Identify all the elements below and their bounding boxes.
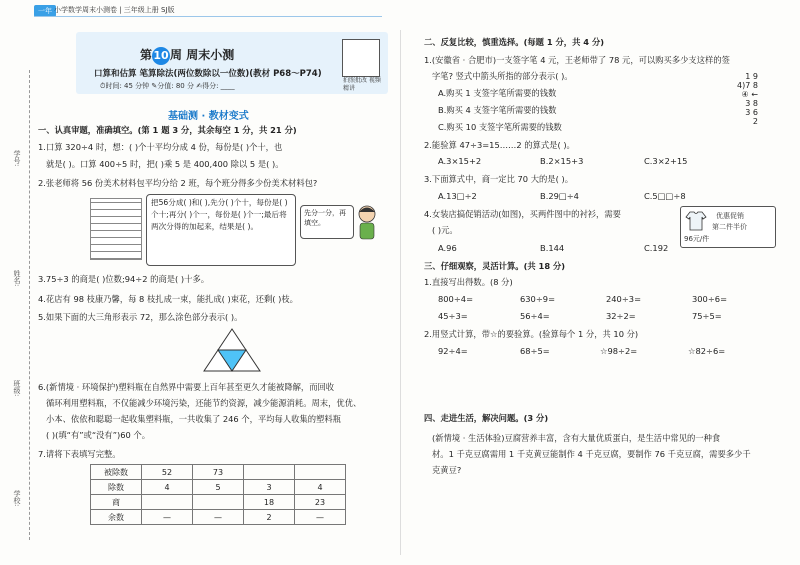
calc-32-2[interactable]: 32÷2= <box>606 311 636 321</box>
r-q1-line2: 字笔? 竖式中箭头所指的部分表示( )。 <box>432 71 573 81</box>
table-cell: 18 <box>244 495 295 510</box>
r-q1-line1: 1.(安徽省 · 合肥市)一支签字笔 4 元，王老师带了 78 元，可以购买多少支这样的签 <box>424 55 730 65</box>
promo-line2: 第二件半价 <box>712 223 747 231</box>
table-cell: 5 <box>193 480 244 495</box>
r-q4-line1: 4.女装店搞促销活动(如图)，买两件图中的衬衫，需要 <box>424 209 621 219</box>
long-division-row: 4)7 8 <box>737 81 758 90</box>
section4-title: 四、走进生活，解决问题。(3 分) <box>424 413 549 423</box>
long-division-row: 3 6 <box>745 108 758 117</box>
table-cell[interactable] <box>295 465 346 480</box>
r-q4-line2: ( )元。 <box>432 225 458 235</box>
r-q3-opt-b[interactable]: B.29□÷4 <box>540 191 579 201</box>
long-division-row: 2 <box>752 117 758 126</box>
table-cell: 4 <box>142 480 193 495</box>
s4-line2: 材。1 千克豆腐需用 1 千克黄豆能制作 4 千克豆腐，要制作 76 千克豆腐，需要多少千 <box>432 449 751 459</box>
subtitle: 口算和估算 笔算除法(两位数除以一位数)(教材 P68～P74) <box>94 69 322 79</box>
header-rule <box>34 16 382 17</box>
table-cell: 除数 <box>91 480 142 495</box>
q1-line2: 就是( )。口算 400÷5 时，把( )乘 5 是 400,400 除以 5 是( )。 <box>46 159 284 169</box>
s4-line3: 克黄豆? <box>432 465 462 475</box>
vcalc-92-4[interactable]: 92÷4= <box>438 346 468 356</box>
section1-title: 一、认真审题，准确填空。(第 1 题 3 分，其余每空 1 分，共 21 分) <box>38 125 297 135</box>
table-cell[interactable] <box>142 495 193 510</box>
r-q2-text: 2.能验算 47÷3=15……2 的算式是( )。 <box>424 140 575 150</box>
table-cell: 4 <box>295 480 346 495</box>
r-q2-opt-c[interactable]: C.3×2+15 <box>644 156 688 166</box>
s4-line1: (新情境 · 生活体验)豆腐营养丰富，含有大量优质蛋白，是生活中常见的一种食 <box>432 433 721 443</box>
section-tag: 基础测 · 教材变式 <box>168 111 249 122</box>
qr-caption: 拍照批改 视频精讲 <box>343 77 381 92</box>
q7-text: 7.请将下表填写完整。 <box>38 449 121 459</box>
q6-line3: 小本、依依和聪聪一起收集塑料瓶，一共收集了 246 个，平均每人收集的塑料瓶 <box>46 414 341 424</box>
calc-56-4[interactable]: 56÷4= <box>520 311 550 321</box>
test-meta: ⏱时间: 45 分钟 ✎分值: 80 分 ✍得分: ____ <box>100 82 235 90</box>
calc-300-6[interactable]: 300÷6= <box>692 294 728 304</box>
vcalc-68-5[interactable]: 68÷5= <box>520 346 550 356</box>
triangle-figure <box>202 327 262 373</box>
table-cell: 3 <box>244 480 295 495</box>
r-q4-opt-c[interactable]: C.192 <box>644 243 669 253</box>
q5-text: 5.如果下面的大三角形表示 72，那么涂色部分表示( )。 <box>38 312 243 322</box>
promo-line1: 优惠促销 <box>716 212 744 220</box>
table-cell: 52 <box>142 465 193 480</box>
fill-table <box>90 464 346 525</box>
r-q1-opt-b[interactable]: B.购买 4 支签字笔所需要的钱数 <box>438 105 557 115</box>
long-division-row: 1 9 <box>745 72 758 81</box>
long-division <box>737 72 758 126</box>
table-cell: 被除数 <box>91 465 142 480</box>
margin-label-school: 学校: <box>13 490 21 507</box>
calc-240-3[interactable]: 240÷3= <box>606 294 642 304</box>
table-cell: — <box>193 510 244 525</box>
r-q3-text: 3.下面算式中，商一定比 70 大的是( )。 <box>424 174 574 184</box>
table-cell: — <box>142 510 193 525</box>
r-q3-opt-c[interactable]: C.5□□÷8 <box>644 191 686 201</box>
margin-label-class: 班级: <box>13 380 21 397</box>
calc1-title: 1.直接写出得数。(8 分) <box>424 277 513 287</box>
calc-630-9[interactable]: 630÷9= <box>520 294 556 304</box>
table-cell: 商 <box>91 495 142 510</box>
table-cell: 23 <box>295 495 346 510</box>
q6-line1: 6.(新情境 · 环境保护)塑料瓶在自然界中需要上百年甚至更久才能被降解，而回收 <box>38 382 335 392</box>
q6-line4: ( )(填“有”或“没有”)60 个。 <box>46 430 151 440</box>
q2-text: 2.张老师将 56 份美术材料包平均分给 2 班，每个班分得多少份美术材料包? <box>38 178 318 188</box>
margin-label-id: 学号: <box>13 150 21 167</box>
section3-title: 三、仔细观察，灵活计算。(共 18 分) <box>424 261 566 271</box>
q3-text: 3.75÷3 的商是( )位数;94÷2 的商是( )十多。 <box>38 274 210 284</box>
calc-800-4[interactable]: 800÷4= <box>438 294 474 304</box>
q4-text: 4.花店有 98 枝康乃馨，每 8 枝扎成一束，能扎成( )束花，还剩( )枝。 <box>38 294 298 304</box>
qr-code[interactable] <box>342 39 380 77</box>
r-q3-opt-a[interactable]: A.13□÷2 <box>438 191 477 201</box>
shirt-icon <box>684 210 708 232</box>
promo-price: 96元/件 <box>684 235 710 243</box>
vcalc-98-2[interactable]: ☆98÷2= <box>600 346 638 356</box>
header-tag: 一年 <box>34 5 56 17</box>
margin-label-name: 姓名: <box>13 270 21 287</box>
week-prefix: 第 <box>140 48 153 62</box>
q6-line2: 循环利用塑料瓶，不仅能减少环境污染，还能节约资源，减少能源消耗。周末，优优、 <box>46 398 362 408</box>
table-cell[interactable] <box>193 495 244 510</box>
vcalc-82-6[interactable]: ☆82÷6= <box>688 346 726 356</box>
hint-bubble: 把56分成( )和( ),先分( )个十，每份是( )个十;再分( )个一，每份是( )个一;最后将两次分得的加起来，结果是( )。 <box>146 194 296 266</box>
week-suffix: 周 周末小测 <box>170 48 235 62</box>
r-q1-opt-a[interactable]: A.购买 1 支签字笔所需要的钱数 <box>438 88 557 98</box>
r-q1-opt-c[interactable]: C.购买 10 支签字笔所需要的钱数 <box>438 122 562 132</box>
r-q2-opt-b[interactable]: B.2×15+3 <box>540 156 584 166</box>
page-divider <box>400 30 401 555</box>
r-q2-opt-a[interactable]: A.3×15+2 <box>438 156 482 166</box>
q1-line1: 1.口算 320÷4 时，想：( )个十平均分成 4 份，每份是( )个十，也 <box>38 142 283 152</box>
r-q4-opt-a[interactable]: A.96 <box>438 243 457 253</box>
section2-title: 二、反复比较，慎重选择。(每题 1 分，共 4 分) <box>424 37 605 47</box>
table-cell: 余数 <box>91 510 142 525</box>
week-number: 10 <box>152 47 170 65</box>
table-cell[interactable] <box>244 465 295 480</box>
calc-45-3[interactable]: 45÷3= <box>438 311 468 321</box>
r-q4-opt-b[interactable]: B.144 <box>540 243 565 253</box>
page-title <box>140 46 234 65</box>
table-cell: 2 <box>244 510 295 525</box>
material-packs-image <box>90 198 142 260</box>
long-division-row: 3 8 <box>745 99 758 108</box>
calc2-title: 2.用竖式计算，带☆的要验算。(验算每个 1 分，共 10 分) <box>424 329 639 339</box>
calc-75-5[interactable]: 75÷5= <box>692 311 722 321</box>
table-cell: — <box>295 510 346 525</box>
boy-icon <box>352 203 382 243</box>
hint-bubble-small: 先分一分，再填空。 <box>300 205 354 239</box>
long-division-row: ④ ← <box>741 90 758 99</box>
binding-line <box>29 70 30 540</box>
header-series: 小学数学周末小测卷 | 三年级上册 SJ版 <box>54 6 175 14</box>
table-cell: 73 <box>193 465 244 480</box>
